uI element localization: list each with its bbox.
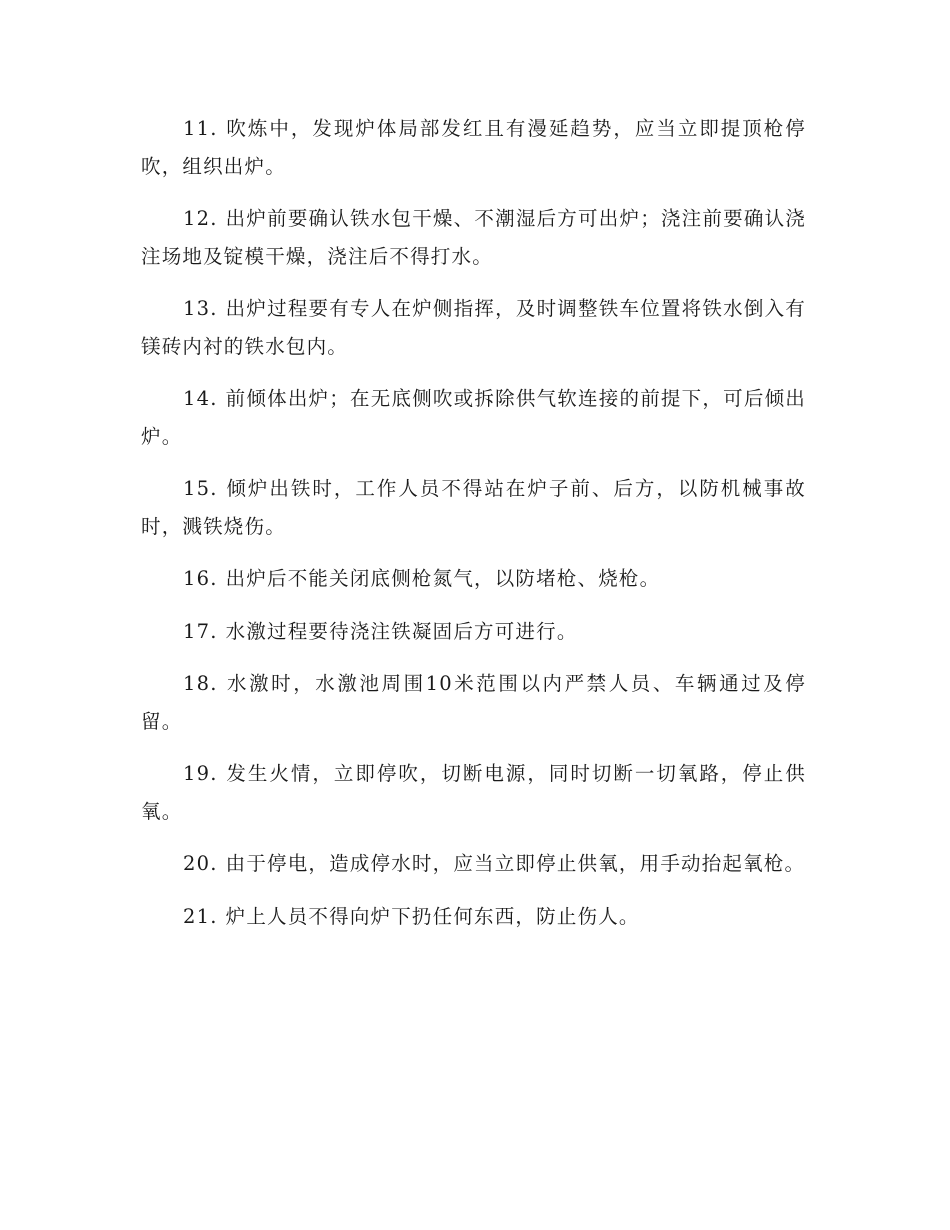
item-number: 11. bbox=[183, 117, 218, 140]
item-number: 19. bbox=[183, 762, 218, 785]
list-item bbox=[141, 755, 806, 830]
list-item bbox=[141, 845, 806, 883]
list-item bbox=[141, 470, 806, 545]
item-text: 倾炉出铁时，工作人员不得站在炉子前、后方，以防机械事故时，溅铁烧伤。 bbox=[141, 477, 806, 538]
item-number: 17. bbox=[183, 619, 218, 643]
item-number: 14. bbox=[183, 387, 218, 410]
item-text: 前倾体出炉；在无底侧吹或拆除供气软连接的前提下，可后倾出炉。 bbox=[141, 387, 806, 448]
item-number: 15. bbox=[183, 477, 218, 500]
item-text: 水激过程要待浇注铁凝固后方可进行。 bbox=[225, 619, 578, 643]
item-text: 发生火情，立即停吹，切断电源，同时切断一切氧路，停止供氧。 bbox=[141, 762, 806, 823]
document-body bbox=[141, 110, 806, 950]
item-number: 13. bbox=[183, 297, 218, 320]
item-number: 20. bbox=[183, 852, 218, 875]
item-number: 21. bbox=[183, 904, 218, 928]
item-text: 出炉过程要有专人在炉侧指挥，及时调整铁车位置将铁水倒入有镁砖内衬的铁水包内。 bbox=[141, 297, 806, 358]
list-item bbox=[141, 110, 806, 185]
item-text: 水激时，水激池周围10米范围以内严禁人员、车辆通过及停留。 bbox=[141, 672, 806, 733]
item-text: 出炉前要确认铁水包干燥、不潮湿后方可出炉；浇注前要确认浇注场地及锭模干燥，浇注后不得打水。 bbox=[141, 207, 806, 268]
list-item bbox=[141, 613, 806, 651]
list-item bbox=[141, 380, 806, 455]
item-number: 12. bbox=[183, 207, 218, 230]
list-item bbox=[141, 665, 806, 740]
list-item bbox=[141, 200, 806, 275]
item-number: 16. bbox=[183, 567, 218, 590]
item-text: 炉上人员不得向炉下扔任何东西，防止伤人。 bbox=[225, 904, 640, 928]
item-text: 出炉后不能关闭底侧枪氮气，以防堵枪、烧枪。 bbox=[225, 567, 661, 590]
list-item bbox=[141, 560, 806, 598]
list-item bbox=[141, 290, 806, 365]
item-text: 吹炼中，发现炉体局部发红且有漫延趋势，应当立即提顶枪停吹，组织出炉。 bbox=[141, 117, 806, 178]
item-text: 由于停电，造成停水时，应当立即停止供氧，用手动抬起氧枪。 bbox=[225, 852, 806, 875]
list-item bbox=[141, 898, 806, 936]
item-number: 18. bbox=[183, 672, 218, 695]
